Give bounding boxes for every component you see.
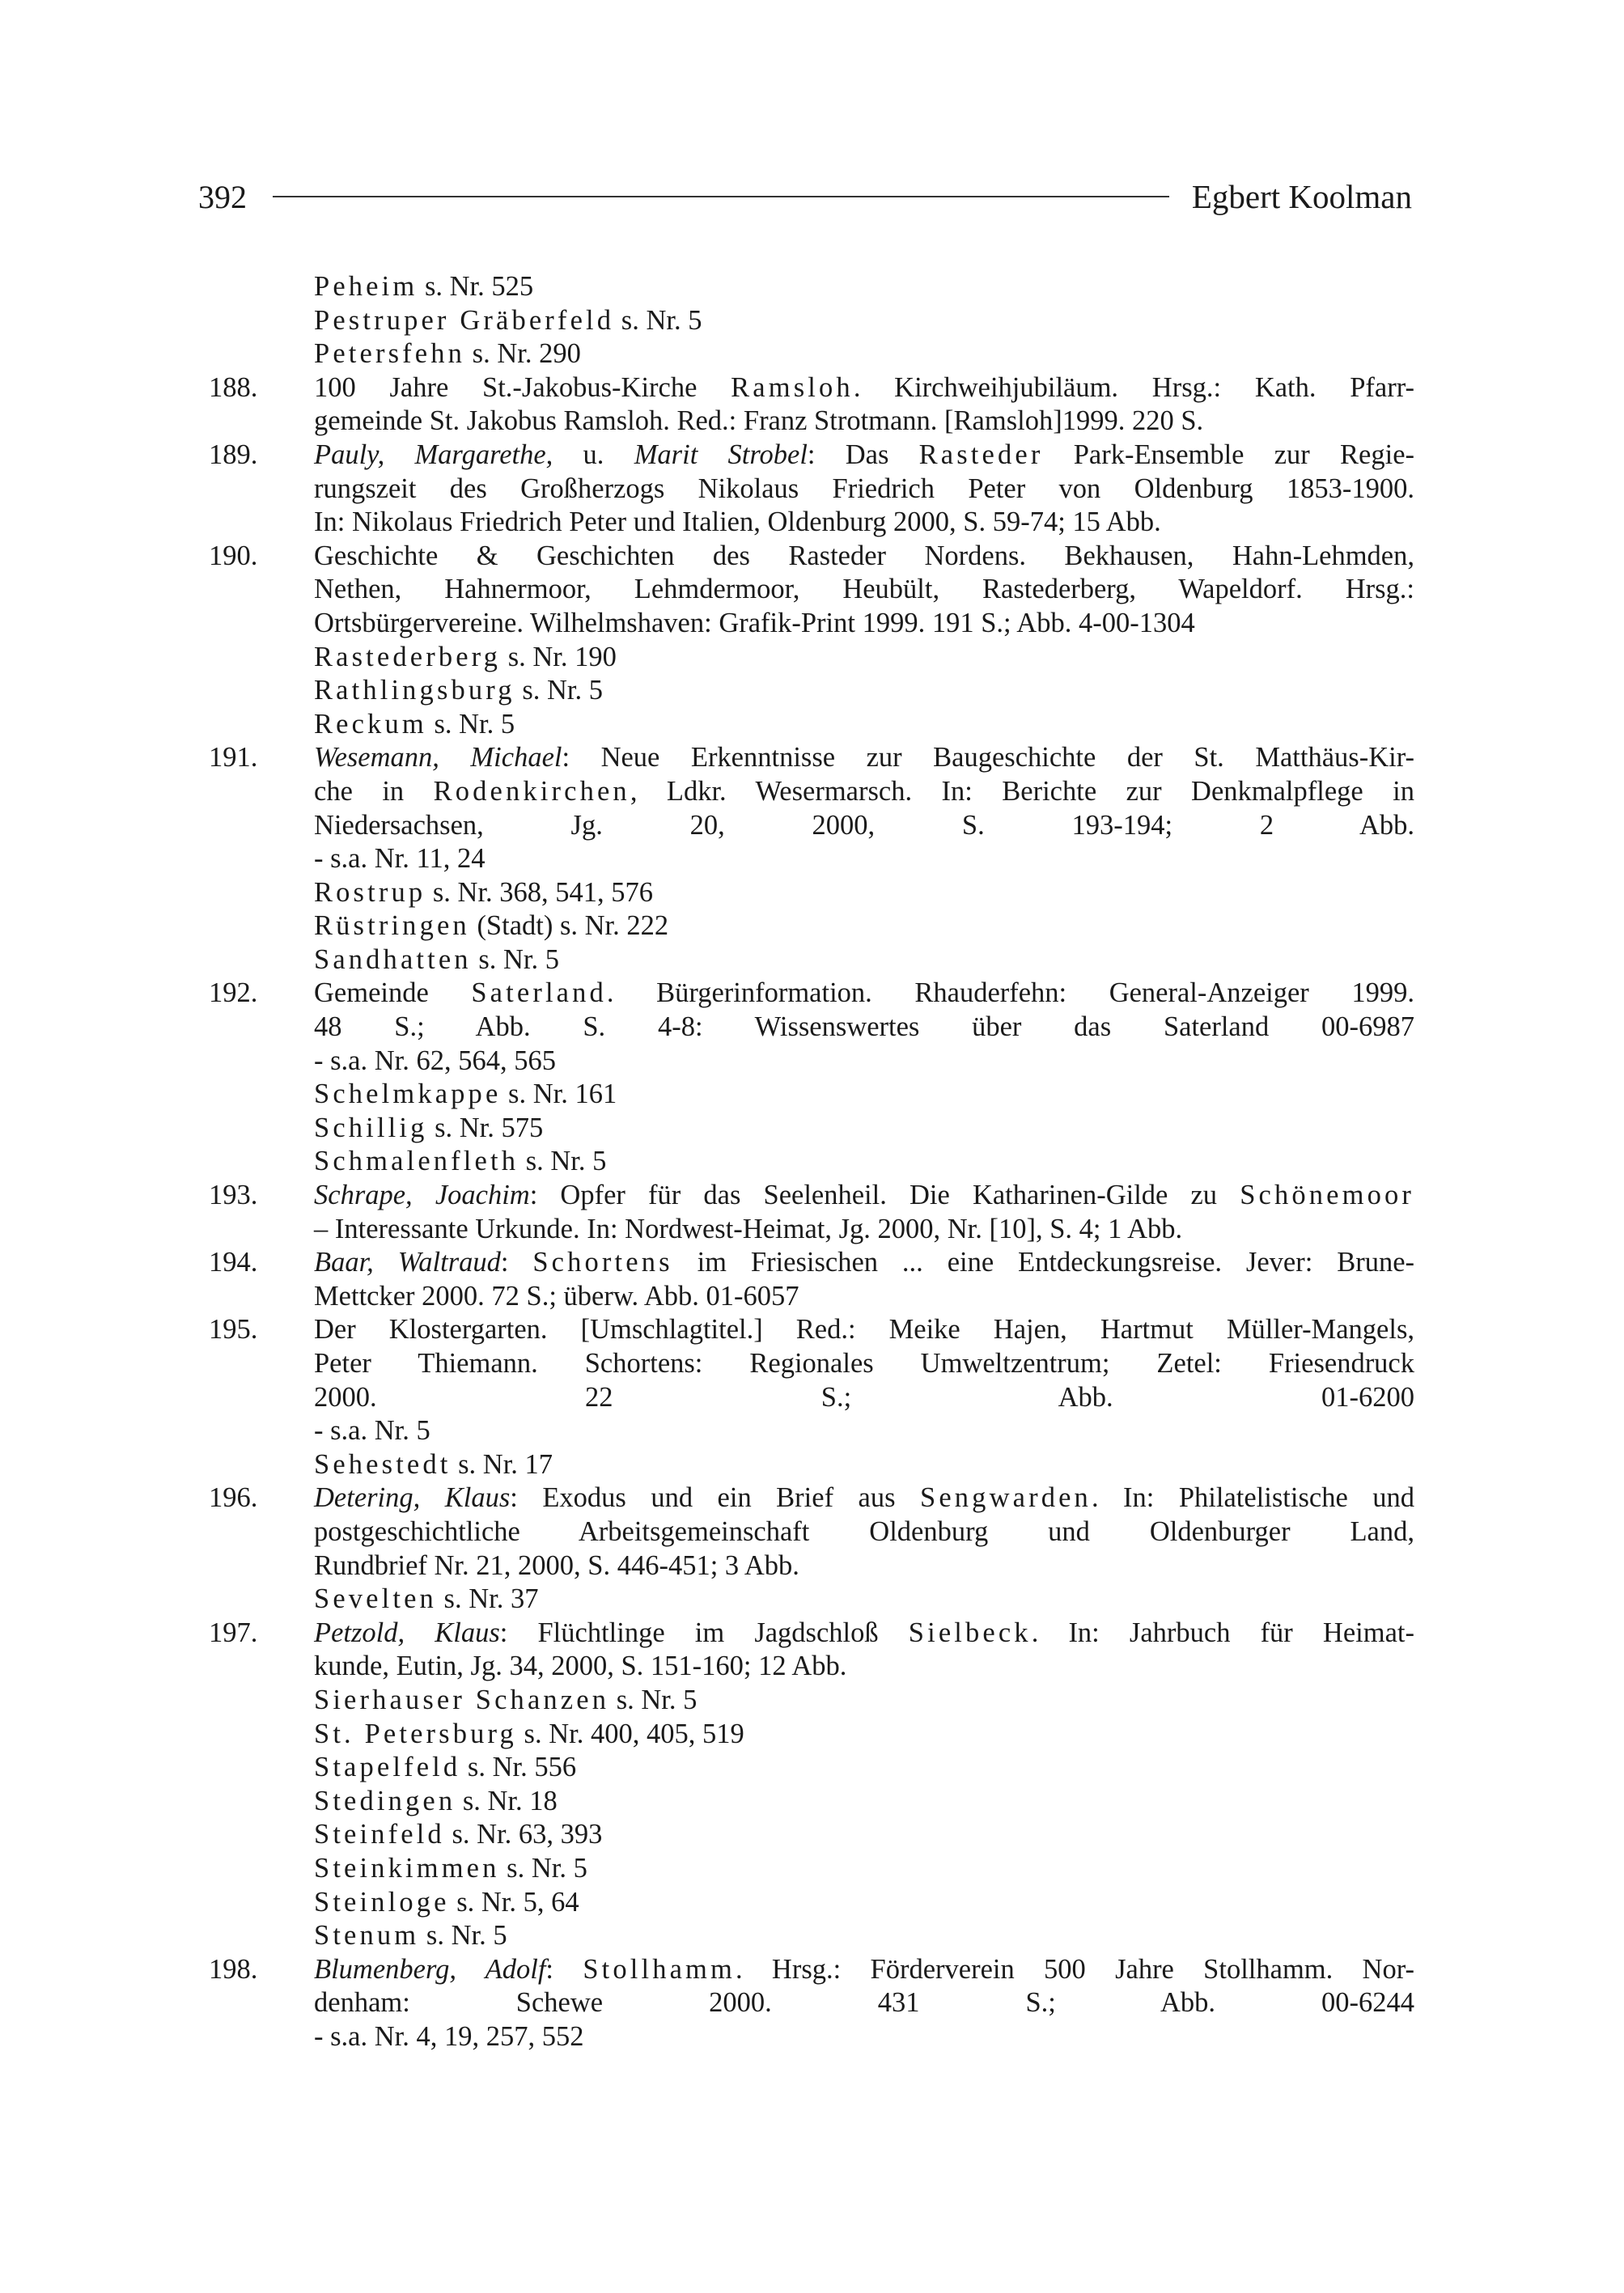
entry-line: [314, 2020, 1414, 2054]
place-name: Pestruper Gräberfeld: [314, 304, 615, 336]
reference-numbers: s. Nr. 556: [460, 1752, 577, 1783]
bibliography-entry: [209, 1179, 1414, 1246]
place-name: Steinfeld: [314, 1819, 445, 1850]
author-name: Pauly, Margarethe,: [314, 439, 553, 470]
entry-text: Geschichte & Geschichten des Rasteder Nordens. Bekhausen, Hahn-Lehmden,: [314, 540, 1414, 571]
author-name: Petzold, Klaus: [314, 1617, 500, 1648]
place-name: Stenum: [314, 1920, 420, 1952]
entry-text: - s.a. Nr. 62, 564, 565: [314, 1045, 556, 1076]
cross-reference: [209, 708, 1414, 742]
entry-number: 194.: [209, 1247, 258, 1278]
entry-line: [314, 1481, 1414, 1515]
place-name: Stedingen: [314, 1785, 456, 1816]
cross-reference: [209, 1751, 1414, 1785]
entry-line: [314, 1414, 1414, 1448]
entry-line: [314, 1953, 1414, 1987]
cross-reference: [209, 1112, 1414, 1146]
entry-line: [314, 1246, 1414, 1280]
entry-text: : Flüchtlinge im Jagdschloß: [499, 1617, 909, 1648]
entry-text: . Kirchweihjubiläum. Hrsg.: Kath. Pfarr-: [853, 371, 1415, 403]
place-name: Rostrup: [314, 876, 426, 908]
entry-text: Mettcker 2000. 72 S.; überw. Abb. 01-6057: [314, 1280, 799, 1312]
author-name: Detering, Klaus: [314, 1482, 511, 1514]
entry-number: 197.: [209, 1617, 258, 1648]
entry-line: [314, 809, 1414, 843]
entry-text: Rundbrief Nr. 21, 2000, S. 446-451; 3 Abb.: [314, 1549, 799, 1581]
entry-line: [314, 1011, 1414, 1045]
place-name: Sierhauser Schanzen: [314, 1684, 610, 1715]
place-name: Ramsloh: [731, 371, 854, 403]
cross-reference: [209, 1684, 1414, 1718]
entry-text: : Neue Erkenntnisse zur Baugeschichte der St. Matthäus-Kir-: [562, 742, 1414, 774]
reference-numbers: s. Nr. 575: [427, 1112, 544, 1143]
reference-numbers: s. Nr. 5: [426, 708, 515, 740]
place-name: Peheim: [314, 271, 418, 302]
author-name: Marit Strobel: [634, 439, 808, 470]
place-name: St. Petersburg: [314, 1718, 517, 1749]
entry-text: - s.a. Nr. 11, 24: [314, 843, 486, 875]
entry-line: [314, 1549, 1414, 1583]
place-name: Steinkimmen: [314, 1852, 500, 1884]
entry-text: postgeschichtliche Arbeitsgemeinschaft Oldenburg und Oldenburger Land,: [314, 1515, 1414, 1547]
entry-text: . In: Philatelistische und: [1091, 1482, 1414, 1514]
entry-line: [314, 842, 1414, 876]
entry-text: 2000. 22 S.; Abb. 01-6200: [314, 1381, 1414, 1413]
entry-text: Niedersachsen, Jg. 20, 2000, S. 193-194; 2 Abb.: [314, 809, 1414, 841]
place-name: Reckum: [314, 708, 427, 740]
entry-text: kunde, Eutin, Jg. 34, 2000, S. 151-160; 12 Abb.: [314, 1651, 847, 1682]
bibliography-list: [209, 270, 1414, 2054]
author-name: Blumenberg, Adolf: [314, 1953, 546, 1985]
cross-reference: [209, 641, 1414, 675]
entry-line: [314, 1347, 1414, 1381]
place-name: Sielbeck: [908, 1617, 1032, 1648]
place-name: Schelmkappe: [314, 1079, 502, 1110]
entry-line: [314, 1515, 1414, 1549]
entry-text: : Opfer für das Seelenheil. Die Katharinen-Gilde zu: [529, 1180, 1240, 1211]
cross-reference: [209, 337, 1414, 371]
entry-line: [314, 473, 1414, 506]
reference-numbers: s. Nr. 5: [609, 1684, 698, 1715]
author-name: Baar, Waltraud: [314, 1247, 501, 1278]
entry-line: [314, 1280, 1414, 1314]
place-name: Rüstringen: [314, 910, 470, 942]
cross-reference: [209, 1078, 1414, 1112]
entry-text: Gemeinde: [314, 977, 472, 1009]
reference-numbers: s. Nr. 17: [451, 1448, 553, 1480]
reference-numbers: (Stadt) s. Nr. 222: [469, 910, 669, 942]
reference-numbers: s. Nr. 161: [501, 1079, 617, 1110]
place-name: Schortens: [532, 1247, 673, 1278]
cross-reference: [209, 674, 1414, 708]
entry-line: [314, 1650, 1414, 1684]
place-name: Rastederberg: [314, 641, 502, 672]
place-name: Schillig: [314, 1112, 428, 1143]
entry-line: [314, 439, 1414, 473]
entry-text: u.: [553, 439, 634, 470]
cross-reference: [209, 1886, 1414, 1920]
running-head: [198, 168, 1412, 225]
entry-line: [314, 1045, 1414, 1079]
entry-number: 193.: [209, 1180, 258, 1211]
entry-text: 48 S.; Abb. S. 4-8: Wissenswertes über das Saterland 00-6987: [314, 1011, 1414, 1043]
entry-number: 196.: [209, 1482, 258, 1514]
reference-numbers: s. Nr. 5: [419, 1920, 507, 1952]
entry-line: [314, 775, 1414, 809]
place-name: Steinloge: [314, 1886, 450, 1918]
entry-text: : Exodus und ein Brief aus: [510, 1482, 921, 1514]
place-name: Sandhatten: [314, 943, 472, 975]
place-name: Rathlingsburg: [314, 675, 515, 706]
author-name: Schrape, Joachim: [314, 1180, 530, 1211]
entry-text: 100 Jahre St.-Jakobus-Kirche: [314, 371, 731, 403]
entry-number: 190.: [209, 540, 258, 571]
reference-numbers: s. Nr. 18: [456, 1785, 558, 1816]
place-name: Petersfehn: [314, 338, 466, 370]
header-rule: [273, 196, 1169, 197]
entry-text: . Hrsg.: Förderverein 500 Jahre Stollhamm. Nor-: [736, 1953, 1414, 1985]
entry-text: rungszeit des Großherzogs Nikolaus Friedrich Peter von Oldenburg 1853-1900.: [314, 473, 1414, 504]
entry-text: . Bürgerinformation. Rhauderfehn: General-Anzeiger 1999.: [606, 977, 1414, 1009]
entry-text: che in: [314, 775, 434, 807]
bibliography-entry: [209, 540, 1414, 641]
reference-numbers: s. Nr. 63, 393: [444, 1819, 603, 1850]
bibliography-entry: [209, 1617, 1414, 1684]
place-name: Rasteder: [918, 439, 1044, 470]
entry-text: . In: Jahrbuch für Heimat-: [1031, 1617, 1414, 1648]
entry-line: [314, 1986, 1414, 2020]
entry-line: [314, 1617, 1414, 1651]
cross-reference: [209, 1583, 1414, 1617]
reference-numbers: s. Nr. 37: [436, 1583, 539, 1615]
reference-numbers: s. Nr. 290: [465, 338, 581, 370]
bibliography-entry: [209, 371, 1414, 439]
cross-reference: [209, 909, 1414, 943]
entry-text: im Friesischen ... eine Entdeckungsreise. Jever: Brune-: [672, 1247, 1414, 1278]
bibliography-entry: [209, 439, 1414, 540]
place-name: Saterland: [471, 977, 607, 1009]
entry-text: Ortsbürgervereine. Wilhelmshaven: Grafik-Print 1999. 191 S.; Abb. 4-00-1304: [314, 607, 1195, 638]
reference-numbers: s. Nr. 368, 541, 576: [426, 876, 654, 908]
entry-line: [314, 506, 1414, 540]
reference-numbers: s. Nr. 5: [519, 1146, 607, 1177]
entry-line: [314, 977, 1414, 1011]
reference-numbers: s. Nr. 5: [499, 1852, 587, 1884]
entry-line: [314, 1179, 1414, 1213]
place-name: Stollhamm: [583, 1953, 736, 1985]
bibliography-entry: [209, 1313, 1414, 1447]
entry-text: denham: Schewe 2000. 431 S.; Abb. 00-6244: [314, 1987, 1414, 2019]
cross-reference: [209, 1448, 1414, 1482]
bibliography-entry: [209, 977, 1414, 1078]
cross-reference: [209, 1718, 1414, 1752]
entry-number: 198.: [209, 1953, 258, 1985]
entry-line: [314, 607, 1414, 641]
entry-text: , Ldkr. Wesermarsch. In: Berichte zur Denkmalpflege in: [630, 775, 1414, 807]
entry-text: gemeinde St. Jakobus Ramsloh. Red.: Franz Strotmann. [Ramsloh]1999. 220 S.: [314, 405, 1204, 437]
entry-number: 192.: [209, 977, 258, 1009]
entry-text: Der Klostergarten. [Umschlagtitel.] Red.: Meike Hajen, Hartmut Müller-Mangels,: [314, 1314, 1414, 1346]
cross-reference: [209, 1818, 1414, 1852]
entry-line: [314, 741, 1414, 775]
running-head-author: Egbert Koolman: [1191, 178, 1412, 215]
entry-text: : Das: [807, 439, 919, 470]
entry-text: - s.a. Nr. 4, 19, 257, 552: [314, 2020, 584, 2052]
entry-number: 189.: [209, 439, 258, 470]
entry-text: :: [545, 1953, 583, 1985]
place-name: Sehestedt: [314, 1448, 452, 1480]
reference-numbers: s. Nr. 190: [501, 641, 617, 672]
cross-reference: [209, 1785, 1414, 1819]
reference-numbers: s. Nr. 5: [471, 943, 560, 975]
place-name: Sevelten: [314, 1583, 437, 1615]
place-name: Stapelfeld: [314, 1752, 461, 1783]
reference-numbers: s. Nr. 5: [515, 675, 604, 706]
cross-reference: [209, 304, 1414, 338]
bibliography-entry: [209, 1953, 1414, 2054]
cross-reference: [209, 1919, 1414, 1953]
cross-reference: [209, 876, 1414, 910]
reference-numbers: s. Nr. 400, 405, 519: [516, 1718, 744, 1749]
entry-number: 188.: [209, 371, 258, 403]
entry-line: [314, 1381, 1414, 1415]
entry-line: [314, 1313, 1414, 1347]
entry-text: - s.a. Nr. 5: [314, 1415, 430, 1447]
bibliography-entry: [209, 1481, 1414, 1583]
reference-numbers: s. Nr. 525: [418, 271, 534, 302]
entry-text: – Interessante Urkunde. In: Nordwest-Heimat, Jg. 2000, Nr. [10], S. 4; 1 Abb.: [314, 1213, 1183, 1244]
cross-reference: [209, 1852, 1414, 1886]
entry-line: [314, 573, 1414, 607]
place-name: Schönemoor: [1240, 1180, 1414, 1211]
page-number: 392: [198, 178, 247, 215]
place-name: Sengwarden: [920, 1482, 1092, 1514]
entry-text: :: [500, 1247, 533, 1278]
reference-numbers: s. Nr. 5, 64: [449, 1886, 579, 1918]
place-name: Schmalenfleth: [314, 1146, 519, 1177]
reference-numbers: s. Nr. 5: [614, 304, 702, 336]
entry-text: Park-Ensemble zur Regie-: [1043, 439, 1414, 470]
entry-number: 191.: [209, 742, 258, 774]
author-name: Wesemann, Michael: [314, 742, 562, 774]
place-name: Rodenkirchen: [433, 775, 630, 807]
cross-reference: [209, 270, 1414, 304]
entry-text: In: Nikolaus Friedrich Peter und Italien, Oldenburg 2000, S. 59-74; 15 Abb.: [314, 506, 1161, 538]
entry-line: [314, 371, 1414, 405]
bibliography-entry: [209, 1246, 1414, 1313]
cross-reference: [209, 1145, 1414, 1179]
entry-line: [314, 540, 1414, 574]
cross-reference: [209, 943, 1414, 977]
entry-text: Nethen, Hahnermoor, Lehmdermoor, Heubült, Rastederberg, Wapeldorf. Hrsg.:: [314, 574, 1414, 605]
entry-number: 195.: [209, 1314, 258, 1346]
entry-line: [314, 405, 1414, 439]
entry-line: [314, 1213, 1414, 1247]
bibliography-entry: [209, 741, 1414, 875]
entry-text: Peter Thiemann. Schortens: Regionales Umweltzentrum; Zetel: Friesendruck: [314, 1348, 1414, 1379]
